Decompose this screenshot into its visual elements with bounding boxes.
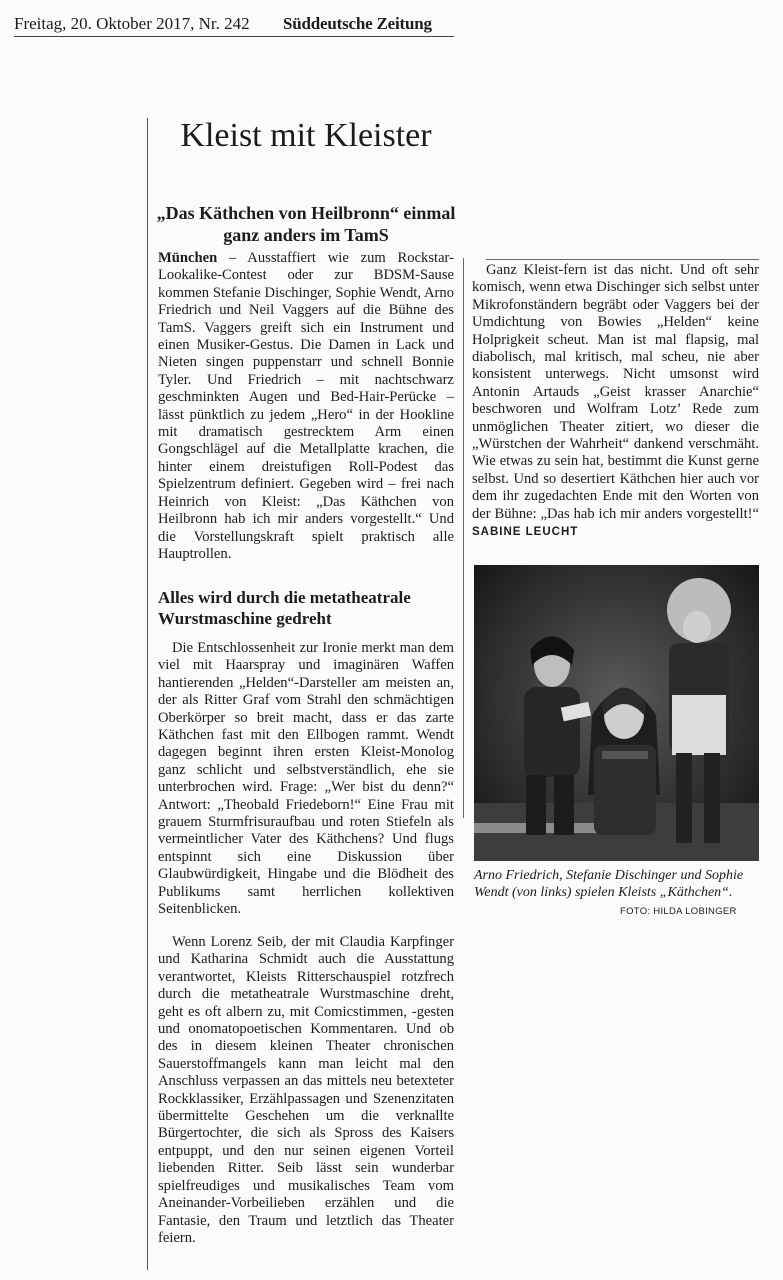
paragraph: Wenn Lorenz Seib, der mit Claudia Karpfinger und Katharina Schmidt auch die Ausstattung verantwortet, Kleists Ritterschauspiel rotzfrech durch die metatheatrale Wurstmaschine dreht, geht es oft albern zu, mit Comicstimmen, -gesten und onomatopoetischen Kommentaren. Und ob des in diesem kleinen Theater chronischen Sauerstoffmangels kann man leicht mal den Anschluss verpassen an das mittels neu betexteter Rockklassiker, Erzählpassagen und Szenenzitaten übermittelte Geschehen um die verknallte Bürgertochter, die sich als Spross des Kaisers entpuppt, und den nur seinen eigenen Vorteil liebenden Ritter. Seib lässt sein wunderbar spielfreudiges und musikalisches Team vom Aneinander-Vorbeilieben erzählen und die Fantasie, den Traum und letztlich das Theater feiern. (158, 934, 454, 1246)
column-rule (147, 118, 148, 1270)
newspaper-logo: Süddeutsche Zeitung (283, 14, 432, 33)
stage-photo-image (474, 565, 759, 861)
photo-credit: FOTO: HILDA LOBINGER (620, 906, 737, 917)
photo-caption: Arno Friedrich, Stefanie Dischinger und Sophie Wendt (von links) spielen Kleists „Käthchen“. (474, 868, 744, 900)
masthead (14, 6, 454, 37)
paragraph: Ganz Kleist-fern ist das nicht. Und oft sehr komisch, wenn etwa Dischinger sich selbst unter Mikrofonständern begräbt oder Vaggers bei der Umdichtung von Bowies „Helden“ keine Holprigkeit scheut. Man ist mal flapsig, mal diabolisch, mal kritisch, mal scheu, nie aber konsistent unterwegs. Nicht umsonst wird Antonin Artauds „Geist krasser Anarchie“ beschworen und Wolfram Lotz’ Rede zum unmöglichen Theater zitiert, wo dieser die „Würstchen der Wahrheit“ dankend verschmäht. Wie etwas zu sein hat, bestimmt die Kunst gerne selbst. Und so desertiert Käthchen hier auch vor dem ihr zugedachten Ende mit den Worten von der Bühne: „Das hab ich mir anders vorgestellt!“ SABINE LEUCHT (472, 262, 759, 539)
stage-photo (474, 565, 759, 861)
article-column-1 (158, 250, 454, 563)
article-column-2 (472, 262, 759, 542)
dateline: München (158, 250, 218, 266)
issue-date: Freitag, 20. Oktober 2017, Nr. 242 (14, 14, 250, 33)
paragraph: München – Ausstaffiert wie zum Rockstar-Lookalike-Contest oder zur BDSM-Sause kommen Stefanie Dischinger, Sophie Wendt, Arno Friedrich und Neil Vaggers auf die Bühne des TamS. Vaggers greift sich ein Instrument und einen Musiker-Gestus. Die Damen in Lack und Nieten singen puppenstarr und schnell Bonnie Tyler. Und Friedrich – mit nachtschwarz geschminkten Augen und Bed-Hair-Perücke – lässt pünktlich zu jedem „Hero“ in der Hookline mit dramatisch gestrecktem Arm einen Gongschlägel auf die Metallplatte krachen, die hinter einem dreistufigen Roll-Podest das Spielzentrum definiert. Gegeben wird – frei nach Heinrich von Kleist: „Das Käthchen von Heilbronn hab ich mir anders vorgestellt.“ Und die Vorstellungskraft spielt praktisch alle Hauptrollen. (158, 250, 454, 562)
author-byline: SABINE LEUCHT (472, 526, 579, 539)
column-rule (463, 258, 464, 818)
subheadline: „Das Käthchen von Heilbronn“ einmal ganz anders im TamS (156, 203, 456, 245)
article-column-1-continued (158, 640, 454, 919)
article-column-1-end (158, 934, 454, 1247)
paragraph: Die Entschlossenheit zur Ironie merkt man dem viel mit Haarspray und imaginären Waffen hantierenden „Helden“-Darsteller am meisten an, der als Ritter Graf vom Strahl den schmächtigen Oberkörper so breit macht, dass er das zarte Käthchen fast mit den Ellbogen rammt. Wendt dagegen beginnt ihren ersten Kleist-Monolog ganz schlicht und selbstverständlich, ehe sie unterbrochen wird. Frage: „Wer bist du denn?“ Antwort: „Theobald Friedeborn!“ Eine Frau mit grauem Sturmfrisuraufbau und roten Stiefeln als vermeintlicher Vater des Käthchens? Und flugs entspinnt sich eine Diskussion über Glaubwürdigkeit, Hingabe und die Blödheit des Publikums samt herrlichen kollektiven Seitenblicken. (158, 640, 454, 918)
headline: Kleist mit Kleister (180, 117, 432, 154)
section-heading: Alles wird durch die metatheatrale Wurstmaschine gedreht (158, 588, 411, 628)
column-top-rule (486, 259, 759, 260)
